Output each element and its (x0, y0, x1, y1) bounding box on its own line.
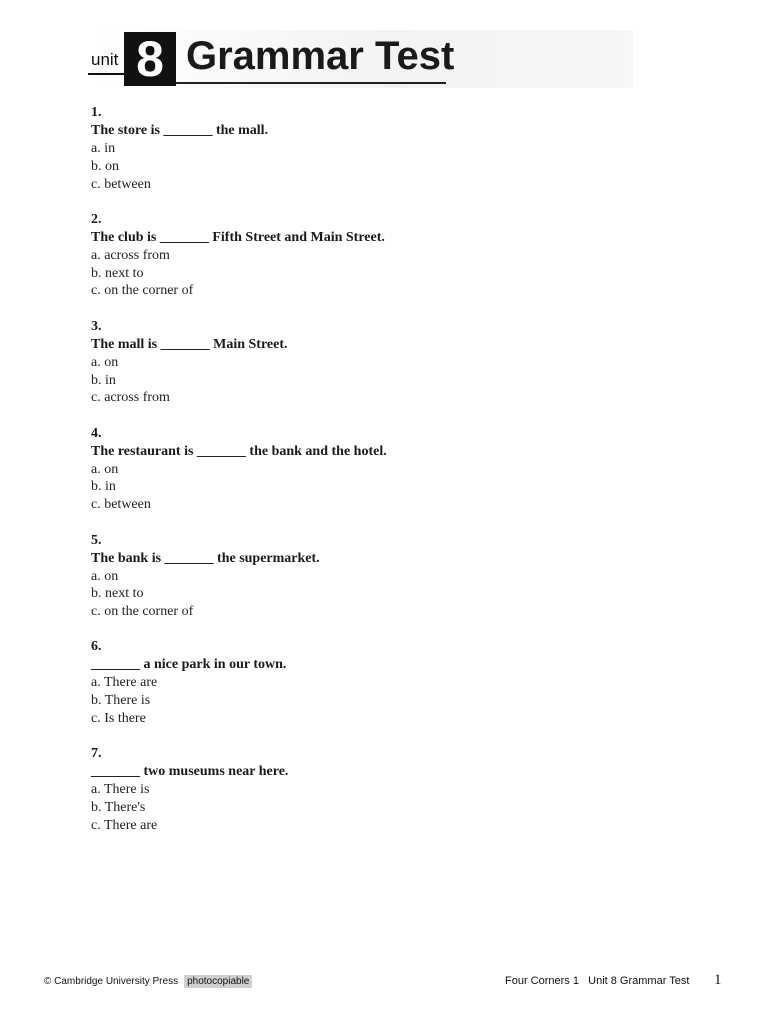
question-list (91, 104, 691, 852)
option: a. across from (91, 247, 170, 263)
question-number: 4. (91, 425, 102, 441)
footer-course: Four Corners 1 Unit 8 Grammar Test (505, 975, 690, 987)
title-underline (176, 82, 446, 84)
option: a. on (91, 461, 119, 477)
option: b. There's (91, 800, 146, 816)
option: c. between (91, 176, 151, 192)
option: c. Is there (91, 711, 146, 727)
question-stem: The club is _______ Fifth Street and Main Street. (91, 229, 385, 245)
question-number: 2. (91, 211, 102, 227)
question-number: 1. (91, 105, 102, 120)
question (91, 104, 691, 193)
option: c. on the corner of (91, 283, 194, 299)
question (91, 318, 691, 407)
question-stem: The restaurant is _______ the bank and the hotel. (91, 443, 387, 459)
option: b. in (91, 372, 116, 388)
header-banner (88, 30, 633, 88)
unit-label: unit (91, 50, 119, 69)
unit-number: 8 (136, 31, 164, 87)
photocopiable-badge: photocopiable (184, 975, 252, 988)
question (91, 745, 691, 834)
question-number: 5. (91, 532, 102, 548)
option: b. There is (91, 693, 151, 709)
question (91, 211, 691, 300)
option: c. There are (91, 817, 158, 833)
question-number: 3. (91, 318, 102, 334)
option: a. in (91, 141, 116, 156)
question-number: 7. (91, 746, 102, 762)
unit-number-box (124, 32, 176, 86)
question (91, 532, 691, 621)
option: c. on the corner of (91, 604, 194, 620)
question-stem: The mall is _______ Main Street. (91, 336, 288, 352)
option: a. There are (91, 675, 158, 691)
question (91, 425, 691, 514)
option: a. on (91, 568, 119, 584)
unit-underline (88, 73, 124, 75)
option: c. across from (91, 390, 170, 406)
question-stem: The bank is _______ the supermarket. (91, 550, 320, 566)
option: c. between (91, 497, 151, 513)
question (91, 638, 691, 727)
question-stem: _______ two museums near here. (91, 764, 289, 780)
page-title: Grammar Test (186, 34, 455, 78)
option: b. on (91, 158, 119, 174)
question-stem: The store is _______ the mall. (91, 123, 269, 138)
option: b. in (91, 479, 116, 495)
question-number: 6. (91, 639, 102, 655)
option: b. next to (91, 265, 144, 281)
footer-copyright (44, 975, 252, 988)
page-number: 1 (714, 972, 722, 988)
option: a. There is (91, 782, 150, 798)
option: b. next to (91, 586, 144, 602)
copyright-text: © Cambridge University Press (44, 976, 179, 987)
question-stem: _______ a nice park in our town. (91, 657, 287, 673)
option: a. on (91, 354, 119, 370)
